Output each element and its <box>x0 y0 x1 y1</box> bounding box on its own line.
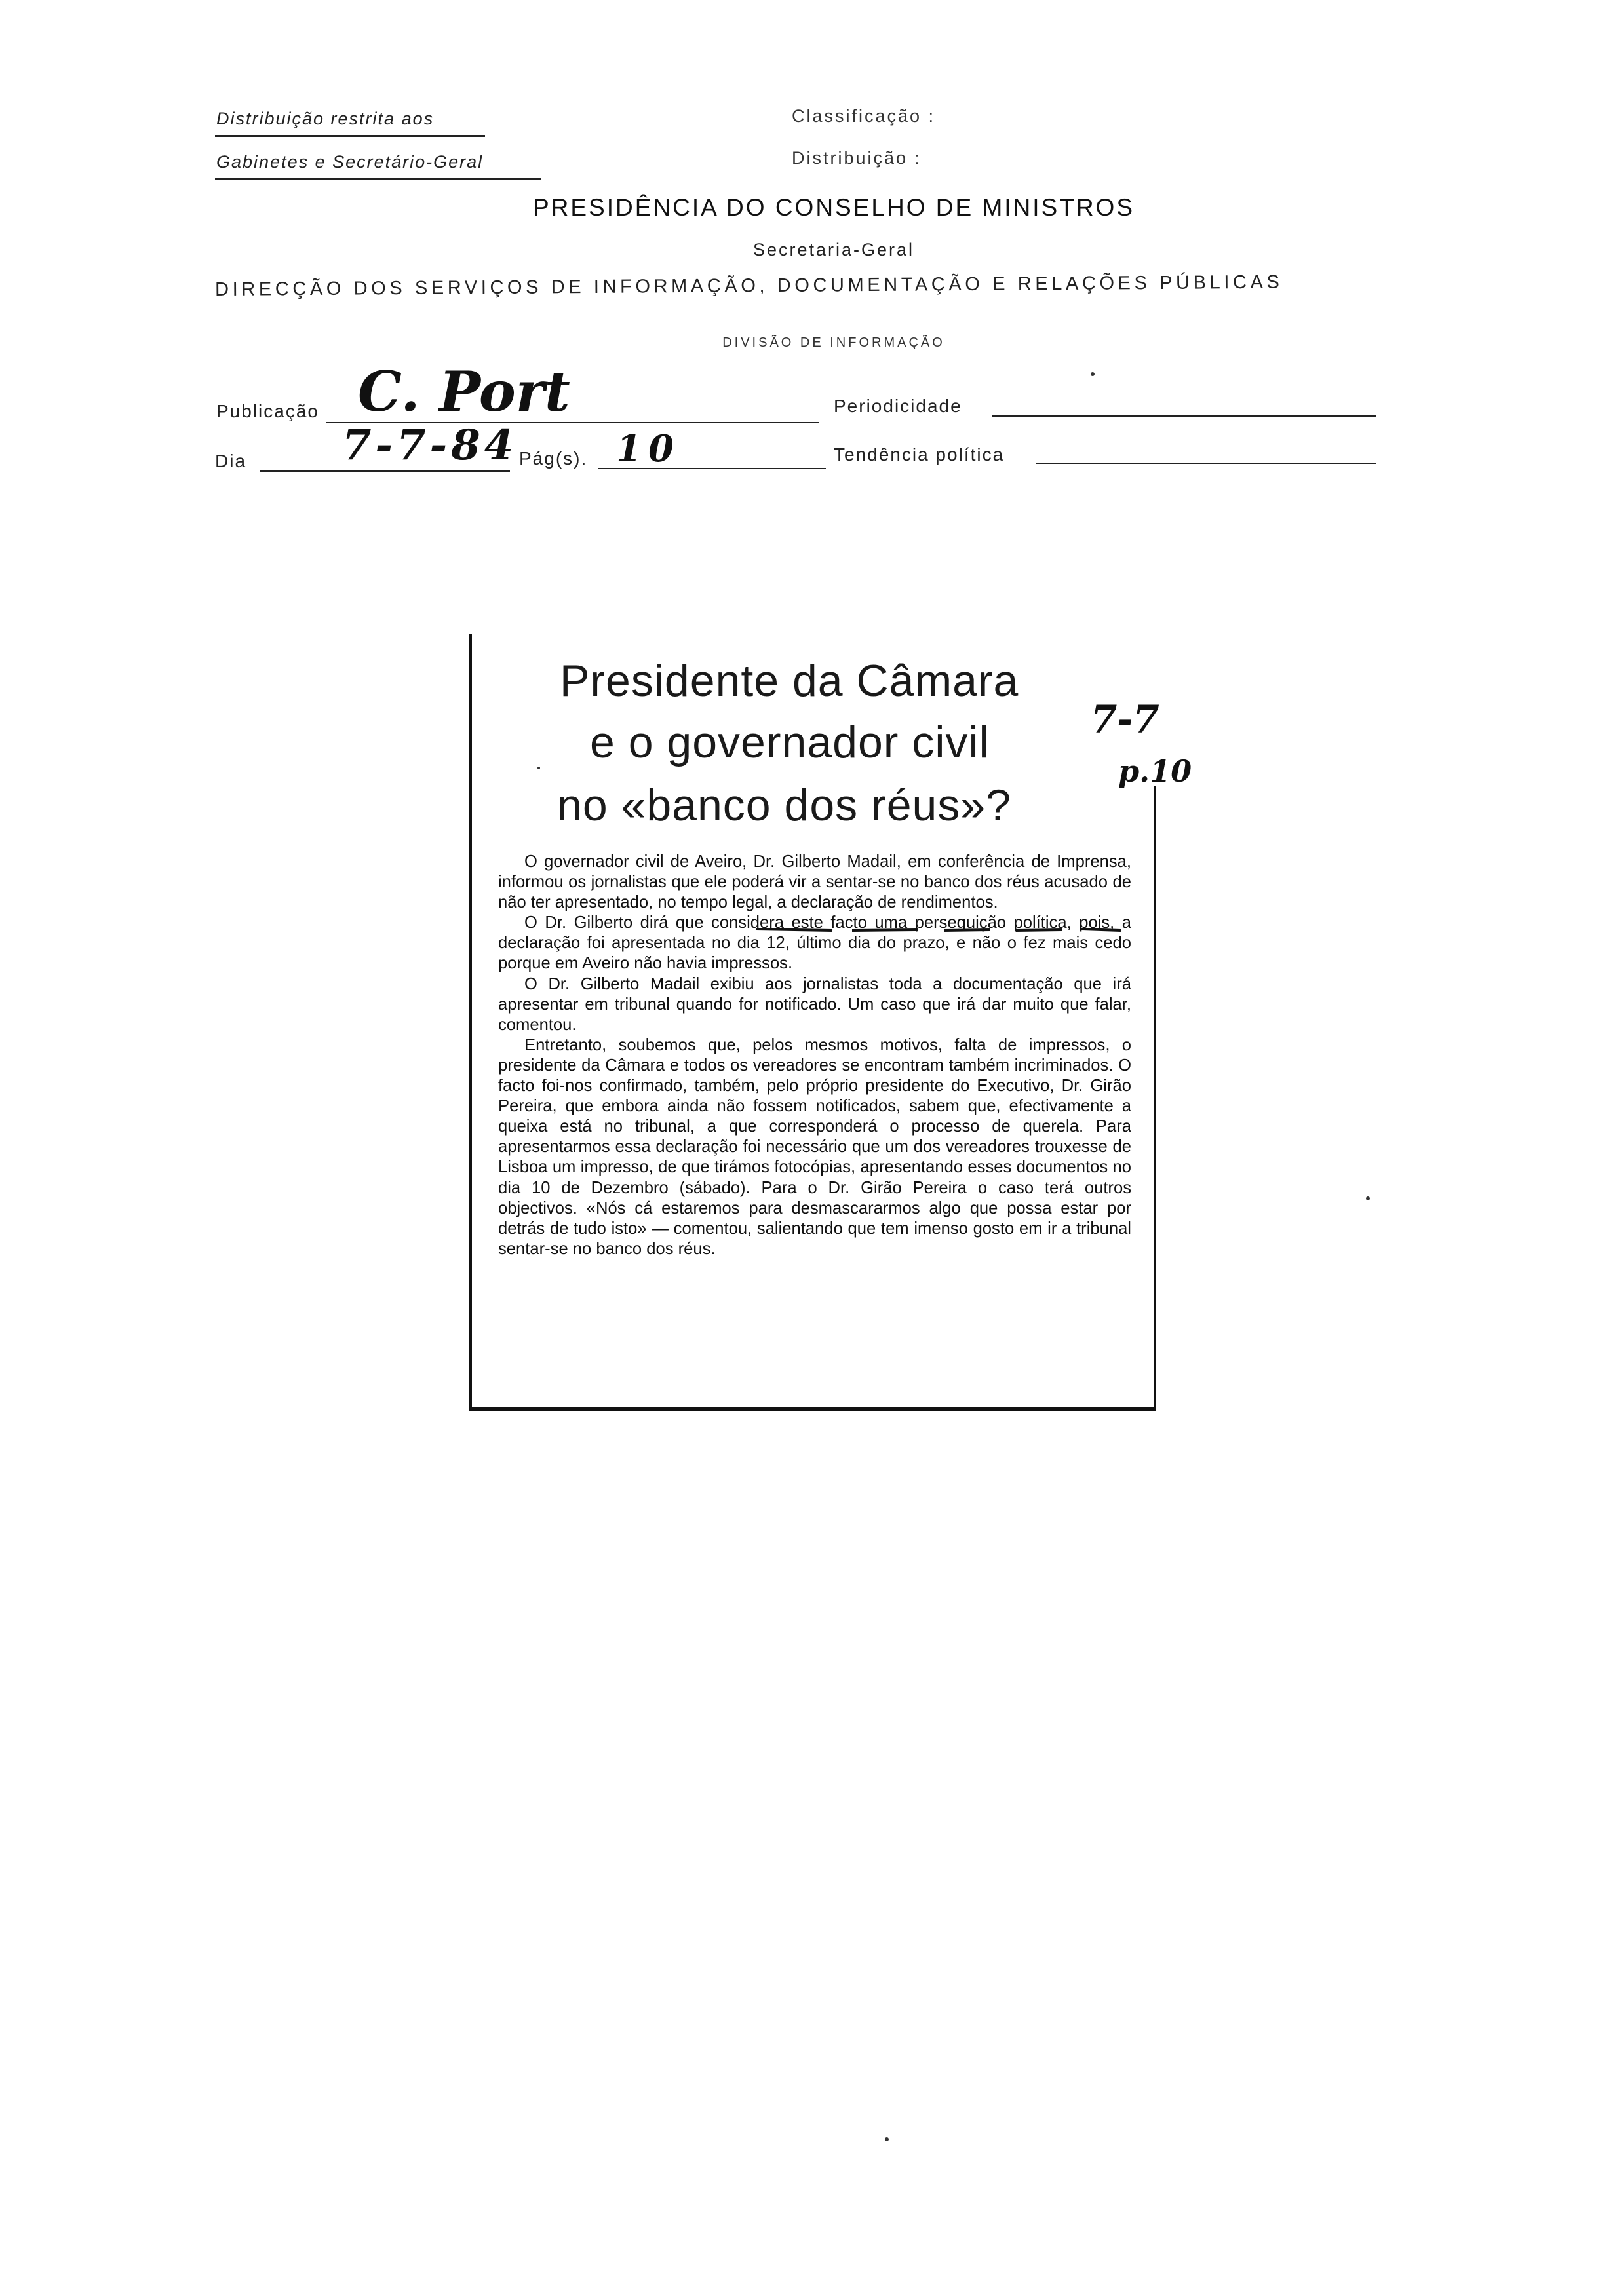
handwritten-underline <box>754 917 1147 937</box>
distribution-label: Distribuição : <box>792 148 922 168</box>
article-paragraph: O governador civil de Aveiro, Dr. Gilberto Madail, em conferência de Imprensa, informou os jornalistas que ele poderá vir a sentar-se no banco dos réus acusado de não ter apresentado, no tempo legal, a declaração de rendimentos. <box>498 852 1131 912</box>
article-body <box>498 852 1131 1259</box>
political-tendency-label: Tendência política <box>834 444 1005 465</box>
day-label: Dia <box>215 451 247 471</box>
publication-handwritten: C. Port <box>358 359 570 424</box>
periodicity-field-line <box>992 415 1376 417</box>
secretariat-subtitle: Secretaria-Geral <box>752 240 915 259</box>
clipping-border-bottom <box>469 1407 1156 1411</box>
headline-line2: e o governador civil <box>590 718 990 767</box>
day-handwritten: 7-7-84 <box>342 421 518 470</box>
pages-label: Pág(s). <box>519 448 588 469</box>
ministry-title: PRESIDÊNCIA DO CONSELHO DE MINISTROS <box>532 194 1135 221</box>
publication-label: Publicação <box>216 401 319 421</box>
clipping-border-right <box>1154 786 1156 1410</box>
day-field-line <box>260 470 510 472</box>
directorate-line <box>215 271 1369 301</box>
political-tendency-field-line <box>1036 463 1376 464</box>
scan-speck <box>537 767 540 769</box>
distribution-note-underline-2 <box>215 178 541 180</box>
division-line: DIVISÃO DE INFORMAÇÃO <box>722 335 945 350</box>
directorate-text: DIRECÇÃO DOS SERVIÇOS DE INFORMAÇÃO, DOCUMENTAÇÃO E RELAÇÕES PÚBLICAS <box>215 271 1283 300</box>
headline-line1: Presidente da Câmara <box>560 656 1019 706</box>
headline-line3: no «banco dos réus»? <box>557 780 1011 830</box>
distribution-note-underline <box>215 135 485 137</box>
pages-handwritten: 10 <box>616 427 680 470</box>
margin-note-page: p.10 <box>1118 754 1192 789</box>
margin-note-date: 7-7 <box>1091 697 1159 742</box>
distribution-note-line1: Distribuição restrita aos <box>216 109 435 128</box>
classification-label: Classificação : <box>792 106 936 126</box>
scan-speck <box>885 2137 889 2141</box>
distribution-note-line2: Gabinetes e Secretário-Geral <box>216 152 484 172</box>
article-paragraph: O Dr. Gilberto dirá que considera este facto uma perseguição política, pois, a declaração foi apresentada no dia 12, último dia do prazo, e não o fez mais cedo porque em Aveiro não havia impressos. <box>498 913 1131 973</box>
scan-speck <box>1091 372 1095 376</box>
article-paragraph: O Dr. Gilberto Madail exibiu aos jornalistas toda a documentação que irá apresentar em tribunal quando for notificado. Um caso que irá dar muito que falar, comentou. <box>498 974 1131 1034</box>
periodicity-label: Periodicidade <box>834 396 962 416</box>
scan-speck <box>1366 1196 1370 1200</box>
article-paragraph: Entretanto, soubemos que, pelos mesmos motivos, falta de impressos, o presidente da Câmara e todos os vereadores se encontram também incriminados. O facto foi-nos confirmado, também, pelo próprio presidente do Executivo, Dr. Girão Pereira, que embora ainda não fossem notificados, sabem que, efectivamente a queixa está no tribunal, a que corresponderá o processo de querela. Para apresentarmos essa declaração foi necessário que um dos vereadores trouxesse de Lisboa um impresso, de que tirámos fotocópias, apresentando esses documentos no dia 10 de Dezembro (sábado). Para o Dr. Girão Pereira o caso terá outros objectivos. «Nós cá estaremos para desmascararmos algo que possa estar por detrás de tudo isto» — comentou, salientando que tem imenso gosto em ir a tribunal sentar-se no banco dos réus. <box>498 1035 1131 1258</box>
clipping-border-left <box>469 634 472 1407</box>
